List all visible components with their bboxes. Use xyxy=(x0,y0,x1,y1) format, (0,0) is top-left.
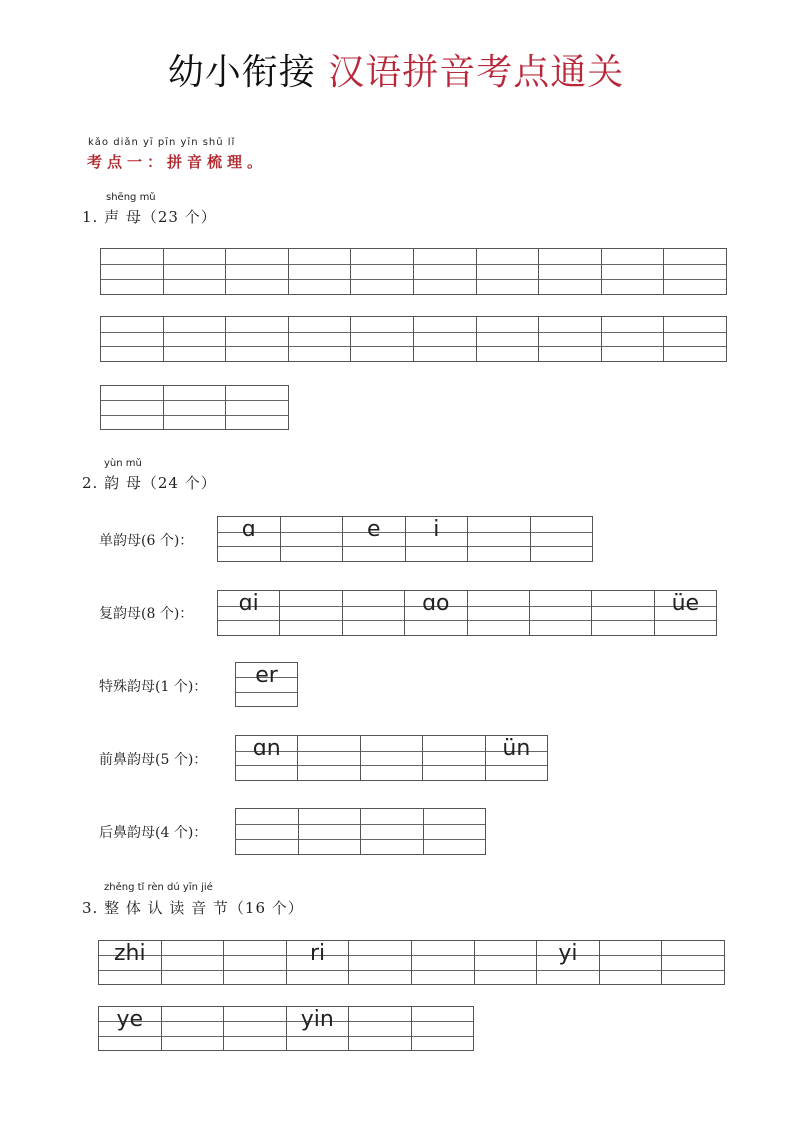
guide-line xyxy=(289,279,351,280)
zhengti-grid-row-1 xyxy=(98,940,725,985)
guide-line xyxy=(162,1021,224,1022)
guide-line xyxy=(343,606,404,607)
guide-line xyxy=(349,970,411,971)
guide-line xyxy=(414,346,476,347)
guide-line xyxy=(343,620,404,621)
guide-line xyxy=(289,332,351,333)
writing-cell xyxy=(101,249,164,294)
writing-cell xyxy=(164,317,227,361)
shengmu-pinyin: shēng mǔ xyxy=(106,192,156,203)
writing-cell xyxy=(299,809,362,854)
danyunmu-label: 单韵母(6 个)： xyxy=(99,533,194,549)
guide-line xyxy=(226,346,288,347)
writing-cell xyxy=(539,317,602,361)
guide-line xyxy=(664,279,726,280)
writing-cell xyxy=(289,249,352,294)
writing-cell xyxy=(101,386,164,429)
writing-cell xyxy=(414,317,477,361)
guide-line xyxy=(361,765,422,766)
guide-line xyxy=(164,400,226,401)
guide-line xyxy=(218,620,279,621)
writing-cell xyxy=(289,317,352,361)
guide-line xyxy=(655,620,716,621)
section-main-label: 考点一：拼音梳理。 xyxy=(87,153,268,171)
guide-line xyxy=(101,332,163,333)
writing-cell xyxy=(226,386,288,429)
guide-line xyxy=(226,415,288,416)
guide-line xyxy=(664,332,726,333)
guide-line xyxy=(280,606,341,607)
guide-line xyxy=(162,955,224,956)
writing-cell xyxy=(280,591,342,635)
writing-cell xyxy=(281,517,344,561)
guide-line xyxy=(662,955,724,956)
guide-line xyxy=(486,765,547,766)
writing-cell xyxy=(164,249,227,294)
guide-line xyxy=(101,415,163,416)
writing-cell xyxy=(361,809,424,854)
guide-line xyxy=(592,606,653,607)
writing-cell xyxy=(218,517,281,561)
guide-line xyxy=(414,264,476,265)
guide-line xyxy=(299,824,361,825)
guide-line xyxy=(405,620,466,621)
guide-line xyxy=(406,546,468,547)
guide-line xyxy=(162,1036,224,1037)
guide-line xyxy=(423,751,484,752)
guide-line xyxy=(468,620,529,621)
writing-cell xyxy=(351,317,414,361)
writing-cell xyxy=(343,517,406,561)
writing-cell xyxy=(287,941,350,984)
pinyin-sample: e xyxy=(366,516,381,542)
guide-line xyxy=(236,765,297,766)
guide-line xyxy=(539,279,601,280)
title-prefix: 幼小衔接 xyxy=(167,52,316,93)
writing-cell xyxy=(530,591,592,635)
guide-line xyxy=(592,620,653,621)
pinyin-sample: ri xyxy=(309,940,326,966)
pinyin-sample: er xyxy=(255,662,278,688)
writing-cell xyxy=(361,736,423,780)
guide-line xyxy=(361,751,422,752)
guide-line xyxy=(539,332,601,333)
guide-line xyxy=(236,692,297,693)
guide-line xyxy=(537,970,599,971)
writing-cell xyxy=(218,591,280,635)
guide-line xyxy=(236,824,298,825)
guide-line xyxy=(412,1021,474,1022)
guide-line xyxy=(412,970,474,971)
guide-line xyxy=(287,970,349,971)
writing-cell xyxy=(592,591,654,635)
guide-line xyxy=(298,765,359,766)
guide-line xyxy=(412,955,474,956)
guide-line xyxy=(281,532,343,533)
guide-line xyxy=(414,279,476,280)
writing-cell xyxy=(236,663,297,706)
guide-line xyxy=(531,546,593,547)
guide-line xyxy=(349,955,411,956)
guide-line xyxy=(226,264,288,265)
guide-line xyxy=(468,532,530,533)
guide-line xyxy=(224,970,286,971)
guide-line xyxy=(664,264,726,265)
writing-cell xyxy=(486,736,547,780)
writing-cell xyxy=(539,249,602,294)
guide-line xyxy=(218,546,280,547)
guide-line xyxy=(423,765,484,766)
zhengti-heading: 3. 整 体 认 读 音 节（16 个） xyxy=(82,899,304,917)
writing-cell xyxy=(531,517,593,561)
writing-cell xyxy=(475,941,538,984)
pinyin-sample: i xyxy=(433,516,440,542)
writing-cell xyxy=(298,736,360,780)
guide-line xyxy=(280,620,341,621)
guide-line xyxy=(226,332,288,333)
writing-cell xyxy=(224,941,287,984)
page-title xyxy=(0,44,792,95)
guide-line xyxy=(412,1036,474,1037)
guide-line xyxy=(664,346,726,347)
writing-cell xyxy=(423,736,485,780)
fuyunmu-grid xyxy=(217,590,717,636)
guide-line xyxy=(164,279,226,280)
guide-line xyxy=(226,400,288,401)
teshuyunmu-grid xyxy=(235,662,298,707)
guide-line xyxy=(602,332,664,333)
guide-line xyxy=(530,620,591,621)
pinyin-sample: yi xyxy=(558,940,578,966)
guide-line xyxy=(164,415,226,416)
writing-cell xyxy=(468,591,530,635)
guide-line xyxy=(531,532,593,533)
guide-line xyxy=(289,264,351,265)
writing-cell xyxy=(224,1007,287,1050)
writing-cell xyxy=(99,1007,162,1050)
guide-line xyxy=(414,332,476,333)
guide-line xyxy=(361,824,423,825)
guide-line xyxy=(224,1021,286,1022)
writing-cell xyxy=(664,249,726,294)
writing-cell xyxy=(602,317,665,361)
writing-cell xyxy=(537,941,600,984)
guide-line xyxy=(602,279,664,280)
writing-cell xyxy=(468,517,531,561)
guide-line xyxy=(349,1021,411,1022)
guide-line xyxy=(600,970,662,971)
guide-line xyxy=(351,332,413,333)
guide-line xyxy=(477,279,539,280)
qianbiyunmu-grid xyxy=(235,735,548,781)
guide-line xyxy=(298,751,359,752)
writing-cell xyxy=(405,591,467,635)
guide-line xyxy=(162,970,224,971)
writing-cell xyxy=(164,386,227,429)
writing-cell xyxy=(162,1007,225,1050)
guide-line xyxy=(530,606,591,607)
writing-cell xyxy=(236,736,298,780)
pinyin-sample: ɑi xyxy=(238,590,259,616)
writing-cell xyxy=(287,1007,350,1050)
writing-cell xyxy=(414,249,477,294)
guide-line xyxy=(101,400,163,401)
shengmu-grid-row-1 xyxy=(100,248,727,295)
guide-line xyxy=(299,839,361,840)
pinyin-sample: ɑ xyxy=(241,516,256,542)
pinyin-sample: ɑo xyxy=(422,590,450,616)
guide-line xyxy=(477,346,539,347)
guide-line xyxy=(289,346,351,347)
guide-line xyxy=(224,955,286,956)
guide-line xyxy=(343,546,405,547)
writing-cell xyxy=(351,249,414,294)
guide-line xyxy=(424,824,486,825)
writing-cell xyxy=(101,317,164,361)
guide-line xyxy=(477,332,539,333)
writing-cell xyxy=(406,517,469,561)
writing-cell xyxy=(662,941,724,984)
writing-cell xyxy=(602,249,665,294)
guide-line xyxy=(539,264,601,265)
guide-line xyxy=(101,279,163,280)
guide-line xyxy=(236,839,298,840)
guide-line xyxy=(602,264,664,265)
guide-line xyxy=(475,970,537,971)
guide-line xyxy=(164,264,226,265)
writing-cell xyxy=(664,317,726,361)
guide-line xyxy=(351,264,413,265)
writing-cell xyxy=(477,249,540,294)
zhengti-pinyin: zhěng tǐ rèn dú yīn jié xyxy=(104,882,213,893)
guide-line xyxy=(287,1036,349,1037)
pinyin-sample: ɑn xyxy=(252,735,281,761)
guide-line xyxy=(99,970,161,971)
writing-cell xyxy=(349,1007,412,1050)
writing-cell xyxy=(477,317,540,361)
writing-cell xyxy=(162,941,225,984)
pinyin-sample: yin xyxy=(300,1006,334,1032)
guide-line xyxy=(539,346,601,347)
shengmu-grid-row-3 xyxy=(100,385,289,430)
pinyin-sample: ye xyxy=(116,1006,144,1032)
guide-line xyxy=(468,606,529,607)
teshuyunmu-label: 特殊韵母(1 个)： xyxy=(99,679,208,695)
fuyunmu-label: 复韵母(8 个)： xyxy=(99,606,194,622)
houbiyunmu-label: 后鼻韵母(4 个)： xyxy=(99,825,208,841)
guide-line xyxy=(424,839,486,840)
guide-line xyxy=(662,970,724,971)
writing-cell xyxy=(99,941,162,984)
guide-line xyxy=(101,346,163,347)
writing-cell xyxy=(412,1007,474,1050)
shengmu-grid-row-2 xyxy=(100,316,727,362)
guide-line xyxy=(361,839,423,840)
writing-cell xyxy=(226,249,289,294)
guide-line xyxy=(99,1036,161,1037)
yunmu-heading: 2. 韵 母（24 个） xyxy=(82,474,217,492)
guide-line xyxy=(602,346,664,347)
zhengti-grid-row-2 xyxy=(98,1006,474,1051)
houbiyunmu-grid xyxy=(235,808,486,855)
guide-line xyxy=(164,346,226,347)
guide-line xyxy=(351,346,413,347)
qianbiyunmu-label: 前鼻韵母(5 个)： xyxy=(99,752,208,768)
shengmu-heading: 1. 声 母（23 个） xyxy=(82,208,217,226)
guide-line xyxy=(164,332,226,333)
writing-cell xyxy=(600,941,663,984)
writing-cell xyxy=(349,941,412,984)
writing-cell xyxy=(343,591,405,635)
guide-line xyxy=(475,955,537,956)
pinyin-sample: ün xyxy=(502,735,531,761)
writing-cell xyxy=(412,941,475,984)
writing-cell xyxy=(236,809,299,854)
guide-line xyxy=(477,264,539,265)
pinyin-sample: üe xyxy=(671,590,700,616)
guide-line xyxy=(349,1036,411,1037)
guide-line xyxy=(600,955,662,956)
guide-line xyxy=(101,264,163,265)
danyunmu-grid xyxy=(217,516,593,562)
writing-cell xyxy=(424,809,486,854)
pinyin-sample: zhi xyxy=(113,940,146,966)
guide-line xyxy=(226,279,288,280)
guide-line xyxy=(468,546,530,547)
title-main: 汉语拼音考点通关 xyxy=(328,52,625,93)
writing-cell xyxy=(655,591,716,635)
guide-line xyxy=(281,546,343,547)
yunmu-pinyin: yùn mǔ xyxy=(104,458,142,469)
guide-line xyxy=(224,1036,286,1037)
writing-cell xyxy=(226,317,289,361)
guide-line xyxy=(351,279,413,280)
section-main-pinyin: kǎo diǎn yī pīn yīn shū lǐ xyxy=(88,137,236,148)
